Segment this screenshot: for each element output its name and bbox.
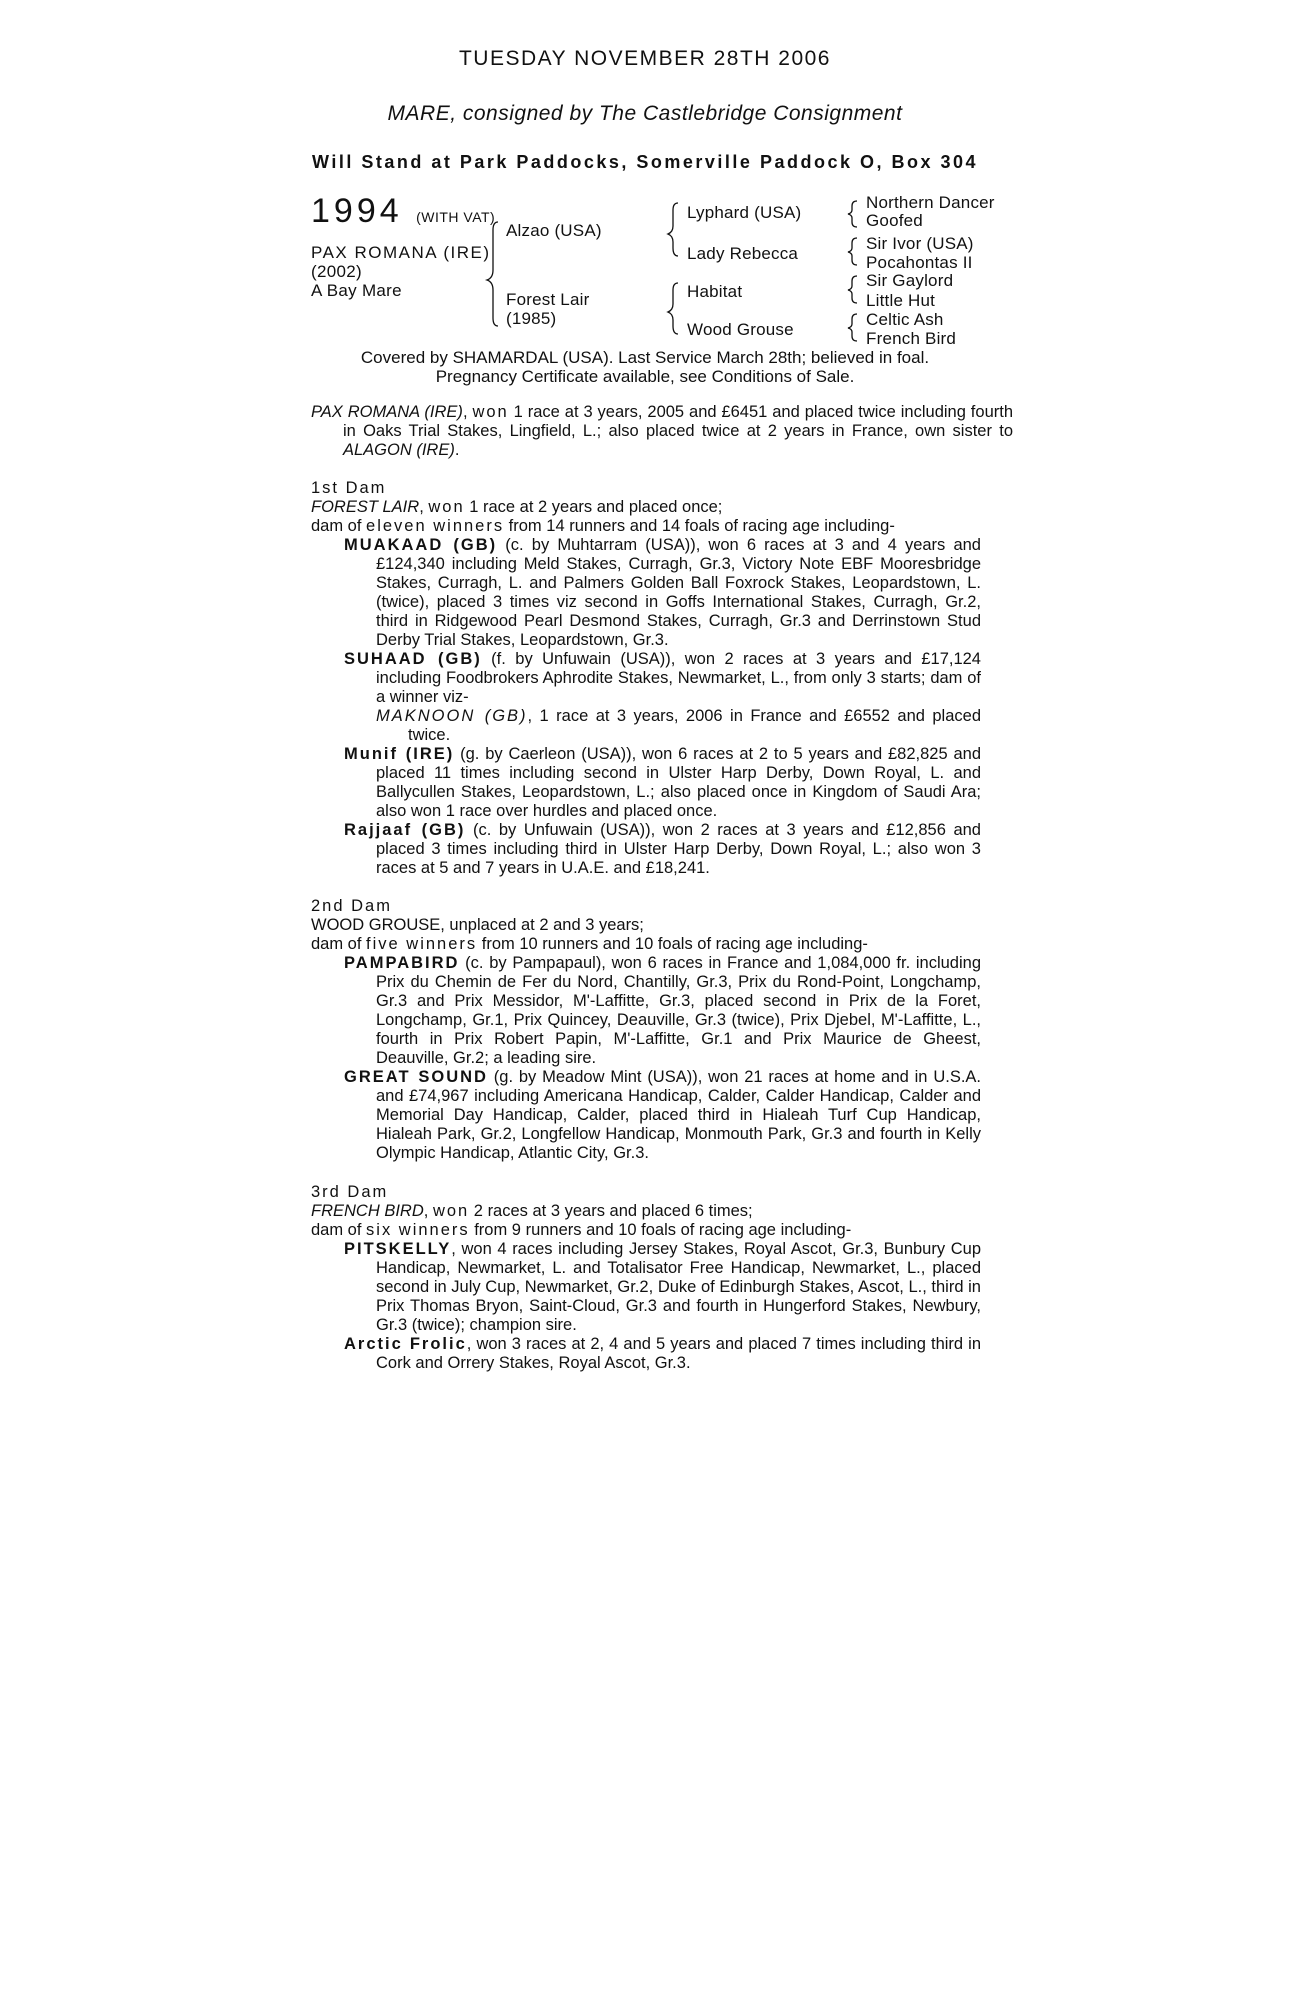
pedigree-dds: Celtic Ash: [866, 310, 944, 329]
third-dam-record: 2 races at 3 years and placed 6 times;: [469, 1202, 753, 1220]
pedigree-brackets: [0, 0, 1290, 360]
progeny-entry: [311, 1240, 981, 1335]
intro-sep: ,: [462, 403, 473, 421]
stand-location: Will Stand at Park Paddocks, Somerville Paddock O, Box 304: [311, 152, 979, 172]
first-dam-heading: 1st Dam: [311, 479, 387, 497]
grand-progeny-name: MAKNOON (GB): [376, 707, 528, 725]
progeny-name: Munif (IRE): [344, 745, 455, 763]
horse-name: PAX ROMANA (IRE): [311, 243, 491, 262]
third-dam-produce-post: from 9 runners and 10 foals of racing age including-: [469, 1221, 852, 1239]
progeny-text: (g. by Caerleon (USA)), won 6 races at 2 to 5 years and £82,825 and placed 11 times including second in Ulster Harp Derby, Down Royal, L. and Ballycullen Stakes, Leopardstown, L.; also placed once in Kingdom of Saudi Ara; also won 1 race over hurdles and placed once.: [376, 745, 982, 820]
progeny-name: Rajjaaf (GB): [344, 821, 466, 839]
horse-description: A Bay Mare: [311, 281, 402, 300]
pedigree-sire-sire: Lyphard (USA): [687, 203, 802, 222]
progeny-name: GREAT SOUND: [344, 1068, 488, 1086]
pedigree-dsd: Little Hut: [866, 291, 936, 310]
pedigree-dam: [506, 290, 589, 328]
third-dam-section: [311, 1183, 981, 1373]
first-dam-won: won: [428, 498, 465, 516]
second-dam-winners: five winners: [366, 935, 478, 953]
pedigree-sire: Alzao (USA): [506, 221, 602, 240]
pedigree-ssd: Goofed: [866, 211, 923, 230]
third-dam-heading: 3rd Dam: [311, 1183, 389, 1201]
third-dam-line: [311, 1202, 981, 1221]
second-dam-heading: 2nd Dam: [311, 897, 392, 915]
first-dam-produce: [311, 517, 981, 536]
intro-end: .: [454, 441, 460, 459]
progeny-name: Arctic Frolic: [344, 1335, 467, 1353]
pedigree-dam-sire: Habitat: [687, 282, 743, 301]
intro-won: won: [472, 403, 509, 421]
progeny-entry: [311, 821, 981, 878]
third-dam-sep: ,: [423, 1202, 433, 1220]
pedigree-sds: Sir Ivor (USA): [866, 234, 974, 253]
progeny-name: MUAKAAD (GB): [344, 536, 498, 554]
progeny-name: PITSKELLY: [344, 1240, 452, 1258]
progeny-entry: [311, 954, 981, 1068]
intro-text: 1 race at 3 years, 2005 and £6451 and placed twice including fourth in Oaks Trial Stakes, Lingfield, L.; also placed twice at 2 years in France, own sister to: [343, 403, 1013, 440]
first-dam-line: [311, 498, 981, 517]
third-dam-produce: [311, 1221, 981, 1240]
sale-date: TUESDAY NOVEMBER 28TH 2006: [458, 47, 831, 70]
covered-line-2: Pregnancy Certificate available, see Conditions of Sale.: [435, 367, 855, 386]
foaling-year: (2002): [311, 262, 362, 281]
pedigree-dam-year: (1985): [506, 309, 557, 328]
third-dam-winners: six winners: [366, 1221, 470, 1239]
second-dam-produce: [311, 935, 981, 954]
first-dam-sep: ,: [419, 498, 429, 516]
progeny-text: , won 3 races at 2, 4 and 5 years and placed 7 times including third in Cork and Orrery Stakes, Royal Ascot, Gr.3.: [376, 1335, 982, 1372]
grand-progeny-entry: [311, 707, 981, 745]
lot-number: 1994: [311, 192, 403, 230]
intro-paragraph: [311, 403, 1013, 460]
covered-line-1: Covered by SHAMARDAL (USA). Last Service March 28th; believed in foal.: [360, 348, 930, 367]
pedigree-dam-dam: Wood Grouse: [687, 320, 794, 339]
first-dam-produce-pre: dam of: [311, 517, 367, 535]
second-dam-section: [311, 897, 981, 1163]
intro-horse-name: PAX ROMANA (IRE): [311, 403, 463, 421]
second-dam-line: WOOD GROUSE, unplaced at 2 and 3 years;: [311, 916, 644, 934]
first-dam-name: FOREST LAIR: [311, 498, 420, 516]
progeny-text: (c. by Unfuwain (USA)), won 2 races at 3 years and £12,856 and placed 3 times including third in Ulster Harp Derby, Down Royal, L.; also won 3 races at 5 and 7 years in U.A.E. and £18,241.: [376, 821, 981, 877]
progeny-name: SUHAAD (GB): [344, 650, 482, 668]
covered-note: [0, 348, 1290, 386]
third-dam-produce-pre: dam of: [311, 1221, 367, 1239]
progeny-entry: [311, 650, 981, 707]
second-dam-produce-post: from 10 runners and 10 foals of racing age including-: [477, 935, 868, 953]
second-dam-produce-pre: dam of: [311, 935, 367, 953]
progeny-entry: [311, 536, 981, 650]
pedigree-sire-dam: Lady Rebecca: [687, 244, 799, 263]
pedigree-dam-name: Forest Lair: [506, 290, 590, 309]
first-dam-section: [311, 479, 981, 878]
progeny-entry: [311, 1335, 981, 1373]
pedigree-dss: Sir Gaylord: [866, 271, 954, 290]
progeny-text: (c. by Muhtarram (USA)), won 6 races at 3 and 4 years and £124,340 including Meld Stakes, Curragh, Gr.3, Victory Note EBF Mooresbridge Stakes, Curragh, L. and Palmers Golden Ball Foxrock Stakes, Leopardstown, L. (twice), placed 3 times viz second in Goffs International Stakes, Curragh, Gr.2, third in Ridgewood Pearl Desmond Stakes, Curragh, Gr.3 and Derrinstown Stud Derby Trial Stakes, Leopardstown, Gr.3.: [376, 536, 981, 649]
progeny-text: (g. by Meadow Mint (USA)), won 21 races at home and in U.S.A. and £74,967 including Americana Handicap, Calder, Calder Handicap, Calder and Memorial Day Handicap, Calder, placed third in Hialeah Turf Cup Handicap, Hialeah Park, Gr.2, Longfellow Handicap, Monmouth Park, Gr.3 and fourth in Kelly Olympic Handicap, Atlantic City, Gr.3.: [376, 1068, 981, 1162]
first-dam-produce-post: from 14 runners and 14 foals of racing age including-: [504, 517, 895, 535]
grand-progeny-text: , 1 race at 3 years, 2006 in France and £6552 and placed twice.: [408, 707, 982, 744]
third-dam-name: FRENCH BIRD: [311, 1202, 424, 1220]
third-dam-won: won: [432, 1202, 470, 1220]
first-dam-winners: eleven winners: [366, 517, 505, 535]
progeny-entry: [311, 745, 981, 821]
vat-note: (WITH VAT): [416, 209, 496, 225]
first-dam-record: 1 race at 2 years and placed once;: [464, 498, 723, 516]
progeny-entry: [311, 1068, 981, 1163]
pedigree-sdd: Pocahontas II: [866, 253, 973, 272]
progeny-text: (f. by Unfuwain (USA)), won 2 races at 3 years and £17,124 including Foodbrokers Aphrodite Stakes, Newmarket, L., from only 3 starts; dam of a winner viz-: [376, 650, 981, 706]
pedigree-ddd: French Bird: [866, 329, 957, 348]
consignment-line: MARE, consigned by The Castlebridge Consignment: [387, 102, 903, 125]
pedigree-sss: Northern Dancer: [866, 193, 995, 212]
progeny-name: PAMPABIRD: [344, 954, 460, 972]
intro-sister: ALAGON (IRE): [343, 441, 455, 459]
progeny-text: (c. by Pampapaul), won 6 races in France and 1,084,000 fr. including Prix du Chemin de Fer du Nord, Chantilly, Gr.3, Prix du Rond-Point, Longchamp, Gr.3 and Prix Messidor, M'-Laffitte, Gr.3, placed second in Prix de la Foret, Longchamp, Gr.1, Prix Quincey, Deauville, Gr.3 (twice), Prix Djebel, M'-Laffitte, L., fourth in Prix Robert Papin, M'-Laffitte, Gr.1 and Prix Maurice de Gheest, Deauville, Gr.2; a leading sire.: [376, 954, 981, 1067]
progeny-text: , won 4 races including Jersey Stakes, Royal Ascot, Gr.3, Bunbury Cup Handicap, Newmarket, L. and Totalisator Free Handicap, Newmarket, L., placed second in July Cup, Newmarket, Gr.2, Duke of Edinburgh Stakes, Ascot, L., third in Prix Thomas Bryon, Saint-Cloud, Gr.3 and fourth in Hungerford Stakes, Newbury, Gr.3 (twice); champion sire.: [376, 1240, 981, 1334]
